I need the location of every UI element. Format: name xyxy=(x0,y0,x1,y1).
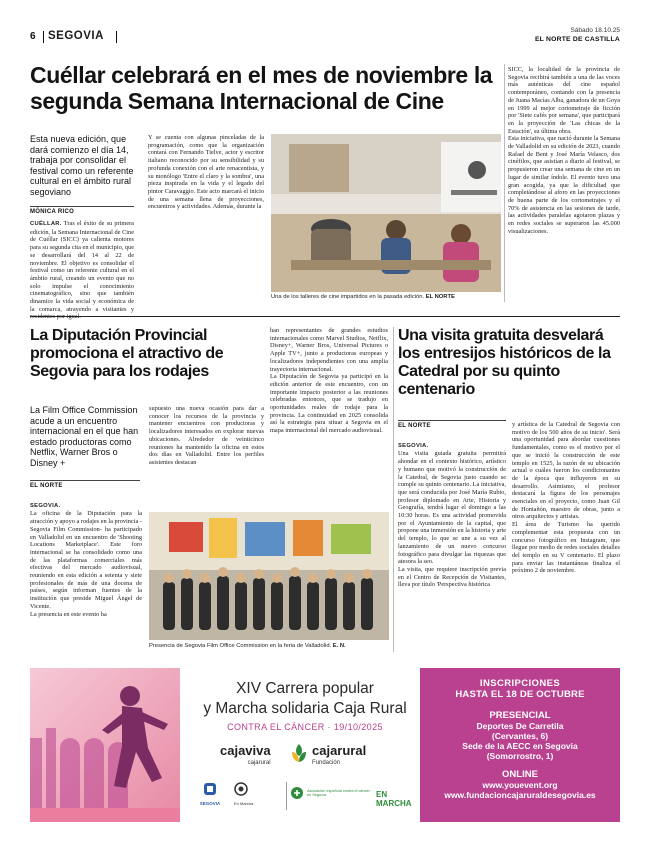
article1-lead: CUÉLLAR. xyxy=(30,221,62,227)
article3-col1-text: Una visita guiada gratuita permitirá ahondar en el contexto histórico, artístico y humano que motivó la construcción de la Catedral, de Segovia justo cuando se cumple su quinto centenario. La iniciativa, que será conducida por José María Rubio, profesor diplomado en Arte, Historia y Geografía, tendrá lugar el domingo a las 10:30 horas. Es una actividad promovida por el Ayuntamiento de la capital, que propone una inmersión en la historia y arte del templo, lo que se une a su vez al lanzamiento de un nuevo concurso fotográfico para divulgar las riquezas que atesora la seo. La visita, que requiere inscripción previa en el Centro de Recepción de Visitantes, lleva por título 'Perspectiva histórica xyxy=(398,450,506,589)
online-link-youevent[interactable]: www.youevent.org xyxy=(482,780,558,790)
article3-byline: EL NORTE xyxy=(398,420,506,429)
article2-photo xyxy=(149,512,389,640)
article1-headline: Cuéllar celebrará en el mes de noviembre la segunda Semana Internacional de Cine xyxy=(30,62,493,114)
article1-col2: Y se cuenta con algunas pinceladas de la programación, como que la organización contará con Fernando Tielve, actor y escritor italiano reconocido por su sensibilidad y su profunda conexión con el arte renacentista, y su monólogo 'Entre el claro y la sombra', una pieza inspirada en la vida y el legado del pintor Caravaggio. Este acto marcará el inicio de una semana llena de proyecciones, encuentros y actividades. Además, durante la xyxy=(148,134,264,211)
article3-headline: Una visita gratuita desvelará los entresijos históricos de la Catedral por su quinto centenario xyxy=(398,327,611,398)
presencial-line1: Deportes De Carretila xyxy=(476,721,564,731)
article2-caption-text: Presencia de Segovia Film Office Commission en la feria de Valladolid. xyxy=(149,643,332,649)
article1-col1 xyxy=(30,220,134,313)
cajarural-logo xyxy=(312,742,366,766)
film-office-photo-illustration xyxy=(149,512,389,640)
sponsor-aecc xyxy=(290,786,374,800)
aecc-icon xyxy=(290,786,304,800)
page-header xyxy=(30,27,620,46)
cajarural-logo-text: cajarural xyxy=(312,743,367,758)
online-link-fundacion[interactable]: www.fundacioncajaruraldesegovia.es xyxy=(444,790,596,800)
article1-caption-text: Una de los talleres de cine impartidos en la pasada edición. xyxy=(271,294,425,300)
article2-caption-credit: E. N. xyxy=(332,643,346,649)
article1-byline: MÓNICA RICO xyxy=(30,206,134,215)
presencial-line3: Sede de la AECC en Segovia xyxy=(462,741,578,751)
sponsor-divider xyxy=(286,782,287,810)
sponsor-en-marcha-2: EN MARCHA xyxy=(376,790,412,808)
article2-headline: La Diputación Provincial promociona el atractivo de Segovia para los rodajes xyxy=(30,327,224,380)
presencial-label: PRESENCIAL xyxy=(489,710,551,721)
presencial-line2: (Cervantes, 6) xyxy=(491,731,549,741)
page-date: Sábado 18.10.25 xyxy=(570,27,620,34)
ad-tagline: CONTRA EL CÁNCER · 19/10/2025 xyxy=(227,722,383,732)
cajarural-flower-icon xyxy=(288,742,310,766)
sponsor-en-marcha-label: En Marcha xyxy=(234,801,254,806)
presencial-line4: (Somorrostro, 1) xyxy=(486,751,554,761)
article3-col2: y artística de la Catedral de Segovia con motivo de los 500 años de su inicio'. Será una oportunidad para abordar cuestiones fundamentales, como es el motivo por el que se inició la construcción de este templo en 1525, la razón de su ubicación actual o cuáles fueron los condicionantes de la época que influyeron en su desarrollo. Asimismo, el profesor destacará la figura de los personajes esenciales en el proyecto, como Juan Gil de Hontañón, maestro de obras, junto a otros arquitectos y artistas. El área de Turismo ha querido complementar esta propuesta con un concurso fotográfico en Instagram, que llegue por medio de redes sociales detalles del templo en su V centenario. El plazo para enviar las instantáneas finaliza el próximo 2 de noviembre. xyxy=(512,421,620,575)
column-divider xyxy=(504,64,505,302)
section-divider xyxy=(43,31,44,43)
cajaviva-logo xyxy=(220,742,271,766)
ad-artwork xyxy=(30,668,180,822)
cajarural-logo-sub: Fundación xyxy=(312,760,341,766)
ad-logos xyxy=(220,742,420,772)
workshop-photo-illustration xyxy=(271,134,501,292)
article1-subtitle: Esta nueva edición, que dará comienzo el día 14, trabaja por consolidar el festival como un referente cultural en el ámbito rural segoviano xyxy=(30,134,134,197)
ad-title-line1: XIV Carrera popular xyxy=(236,680,374,697)
sponsor-en-marcha xyxy=(234,782,282,806)
sponsor-segovia-label: SEGOVIA xyxy=(199,801,221,806)
runners-illustration xyxy=(30,668,180,822)
cajaviva-logo-text: cajaviva xyxy=(220,743,271,758)
article1-col1-text: Tras el éxito de su primera edición, la Semana Internacional de Cine de Cuéllar (SICC) ya calienta motores para su segunda cita en el municipio, que se desarrollará del 14 al 22 de noviembre. El objetivo es consolidar el festival como un referente cultural en el ámbito rural, creando un evento que no solo impulse el conocimiento cinematográfico, sino que también dinamice la vida social y económica de la comarca, atrayendo a visitantes y xyxy=(30,220,134,313)
article3-lead: SEGOVIA. xyxy=(398,442,429,449)
article2-caption xyxy=(149,643,389,649)
page-number: 6 xyxy=(30,31,36,42)
sponsor-segovia xyxy=(190,782,230,806)
segovia-crest-icon xyxy=(203,782,217,796)
sponsor-aecc-label: Asociación española contra el cáncer en Segovia xyxy=(307,788,370,797)
article3-col1 xyxy=(398,434,506,654)
cajaviva-logo-sub: cajarural xyxy=(247,760,271,766)
column-divider-2 xyxy=(393,327,394,652)
article2-col3: han representantes de grandes estudios internacionales como Marvel Studios, Netflix, Disney+, Warner Bros, Universal Pictures o Apple TV+, junto a productoras europeas y localizadores independientes con una amplia trayectoria internacional. La Diputación de Segovia ya participó en la edición anterior de este encuentro, con un importante impacto posterior a las reuniones celebradas entonces, que se tradujo en oportunidades reales de rodaje para la provincia. La continuidad en 2025 consolida así la estrategia para situar a Segovia en el mapa internacional del mercado audiovisual. xyxy=(270,327,388,435)
section-divider-2 xyxy=(116,31,117,43)
article1-col3: SICC, la localidad de la provincia de Segovia recibirá también a una de las voces más auténticas del cine español contemporáneo, contando con la presencia de Juana Macías Alba, ganadora de un Goya en 1999 al mejor cortometraje de ficción por 'Siete cafés por semana', que participará en la proyección de 'Las chicas de la Estación', su última obra. Esta iniciativa, que nació durante la Semana de Valladolid en su edición de 2023, cuando Rafael de Bent y José María Velasco, dos cinéfilos, que asistían a diario al festival, se propusieron crear una semana de cine en un lugar de similar índole. El evento tuvo una gran acogida, ya que la dificultad que completándose al aforo en las proyecciones de buena parte de los cortometrajes y el 70% de asistencia en las sesiones de tarde, las actividades paralelas agotaron plazas y en redes sociales se superaron las 45.000 visualizaciones. xyxy=(508,66,620,235)
section-name: SEGOVIA xyxy=(48,30,104,42)
article2-lead: SEGOVIA. xyxy=(30,502,61,509)
article1-caption xyxy=(271,294,501,300)
article-separator xyxy=(30,316,620,317)
article2-subtitle: La Film Office Commission acude a un encuentro internacional en el que han estado productoras como Netflix, Warner Bros o Disney + xyxy=(30,405,139,468)
paper-name: EL NORTE DE CASTILLA xyxy=(534,36,620,43)
insc-label: INSCRIPCIONES xyxy=(479,678,561,689)
article1-caption-credit: EL NORTE xyxy=(425,294,455,300)
advertisement[interactable] xyxy=(30,668,620,822)
ad-info-box xyxy=(420,668,620,822)
article1-photo xyxy=(271,134,501,292)
spiral-icon xyxy=(234,782,248,796)
ad-title-line2: y Marcha solidaria Caja Rural xyxy=(203,700,407,717)
insc-date: HASTA EL 18 DE OCTUBRE xyxy=(455,689,585,700)
article2-byline: EL NORTE xyxy=(30,480,140,489)
online-label: ONLINE xyxy=(502,769,538,780)
article2-col1 xyxy=(30,494,142,654)
article2-col2: supuesto una nueva ocasión para dar a conocer los recursos de la provincia y mantener encuentros con productoras y localizadores interesados en explorar nuevas ubicaciones. Alrededor de veinticinco reuniones ha mantenido la oficina en estos dos días en Valladolid. Entre los perfiles asistentes destacan xyxy=(149,405,264,466)
ad-sponsors xyxy=(190,782,422,814)
article2-col1-text: La oficina de la Diputación para la atracción y apoyo a rodajes en la provincia -Segovia Film Commission- ha participado en Valladolid en un encuentro de 'Shooting Locations Marketplace'. Este foro internacional se ha consolidado como una de las plataformas comerciales más efectivas del mercado audiovisual, reuniendo en esta edición a setenta y siete profesionales de más de una docena de países, según informan fuentes de la institución que preside Miguel Ángel de Vicente. La presencia en este evento ha xyxy=(30,510,142,618)
